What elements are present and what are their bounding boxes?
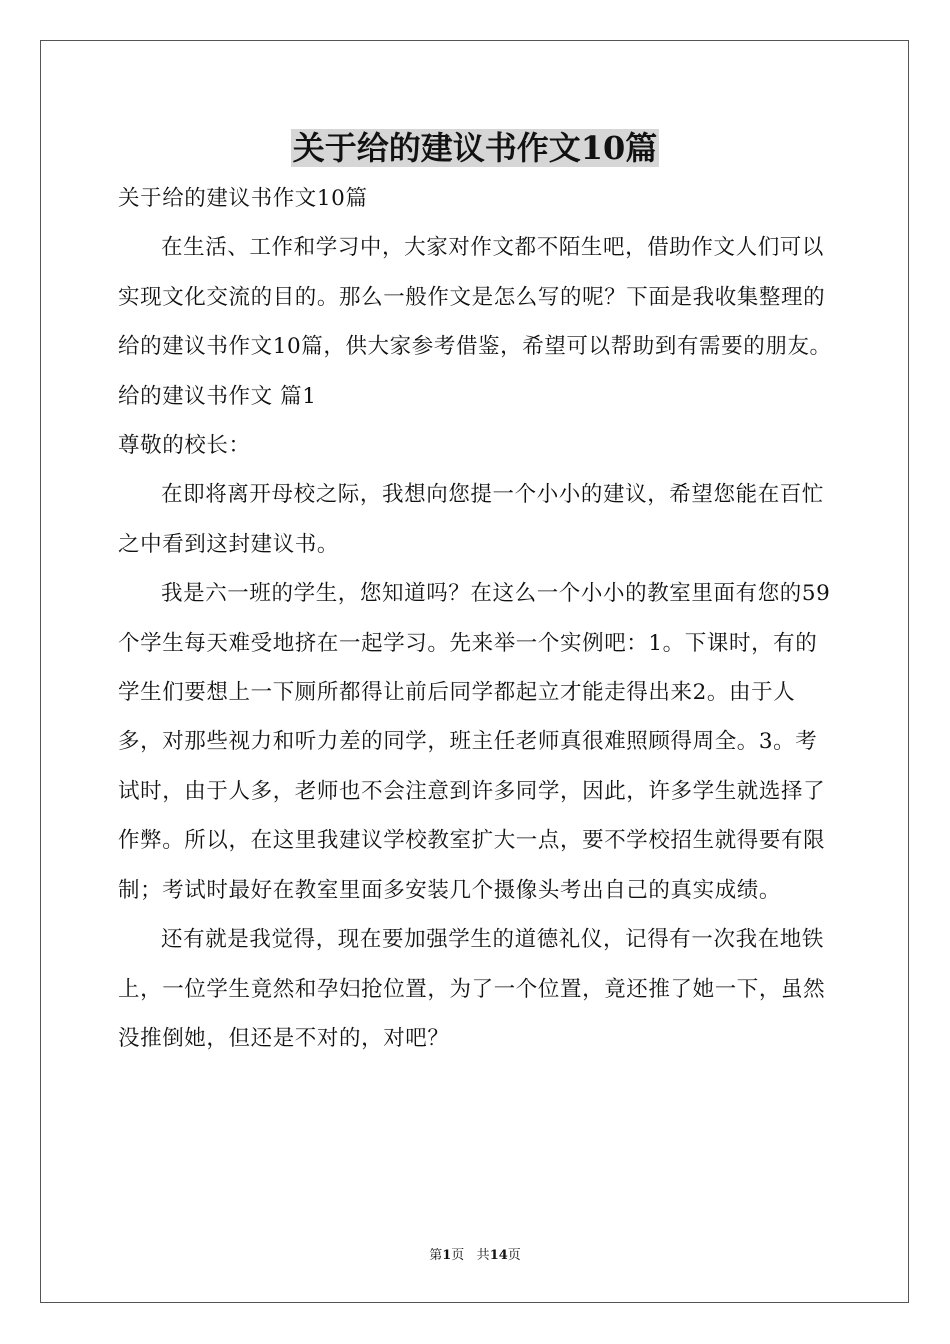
footer-page-unit: 页	[451, 1248, 465, 1263]
paragraph-classroom: 我是六一班的学生，您知道吗？在这么一个小小的教室里面有您的59个学生每天难受地挤在一起学习。先来举一个实例吧：1。下课时，有的学生们要想上一下厕所都得让前后同学都起立才能走得出来2。由于人多，对那些视力和听力差的同学，班主任老师真很难照顾得周全。3。考试时，由于人多，老师也不会注意到许多同学，因此，许多学生就选择了作弊。所以，在这里我建议学校教室扩大一点，要不学校招生就得要有限制；考试时最好在教室里面多安装几个摄像头考出自己的真实成绩。	[118, 581, 831, 903]
footer-total-unit: 页	[507, 1248, 521, 1263]
footer-total-pages: 14	[489, 1248, 508, 1263]
paragraph-subtitle: 关于给的建议书作文10篇	[118, 186, 368, 211]
paragraph-etiquette: 还有就是我觉得，现在要加强学生的道德礼仪，记得有一次我在地铁上，一位学生竟然和孕妇抢位置，为了一个位置，竟还推了她一下，虽然没推倒她，但还是不对的，对吧？	[118, 927, 826, 1051]
footer-page-number: 1	[442, 1248, 452, 1263]
footer-total-prefix: 共	[476, 1248, 490, 1263]
page-footer	[0, 1247, 950, 1265]
section-heading: 给的建议书作文 篇1	[118, 383, 317, 409]
footer-page-prefix: 第	[429, 1248, 443, 1263]
document-body	[118, 174, 834, 1063]
paragraph-intro: 在生活、工作和学习中，大家对作文都不陌生吧，借助作文人们可以实现文化交流的目的。那么一般作文是怎么写的呢？下面是我收集整理的给的建议书作文10篇，供大家参考借鉴，希望可以帮助到有需要的朋友。	[118, 235, 832, 360]
document-title-text: 关于给的建议书作文10篇	[292, 129, 658, 167]
paragraph-opening: 在即将离开母校之际，我想向您提一个小小的建议，希望您能在百忙之中看到这封建议书。	[118, 482, 825, 557]
letter-salutation: 尊敬的校长：	[118, 433, 251, 459]
document-title	[0, 126, 950, 170]
